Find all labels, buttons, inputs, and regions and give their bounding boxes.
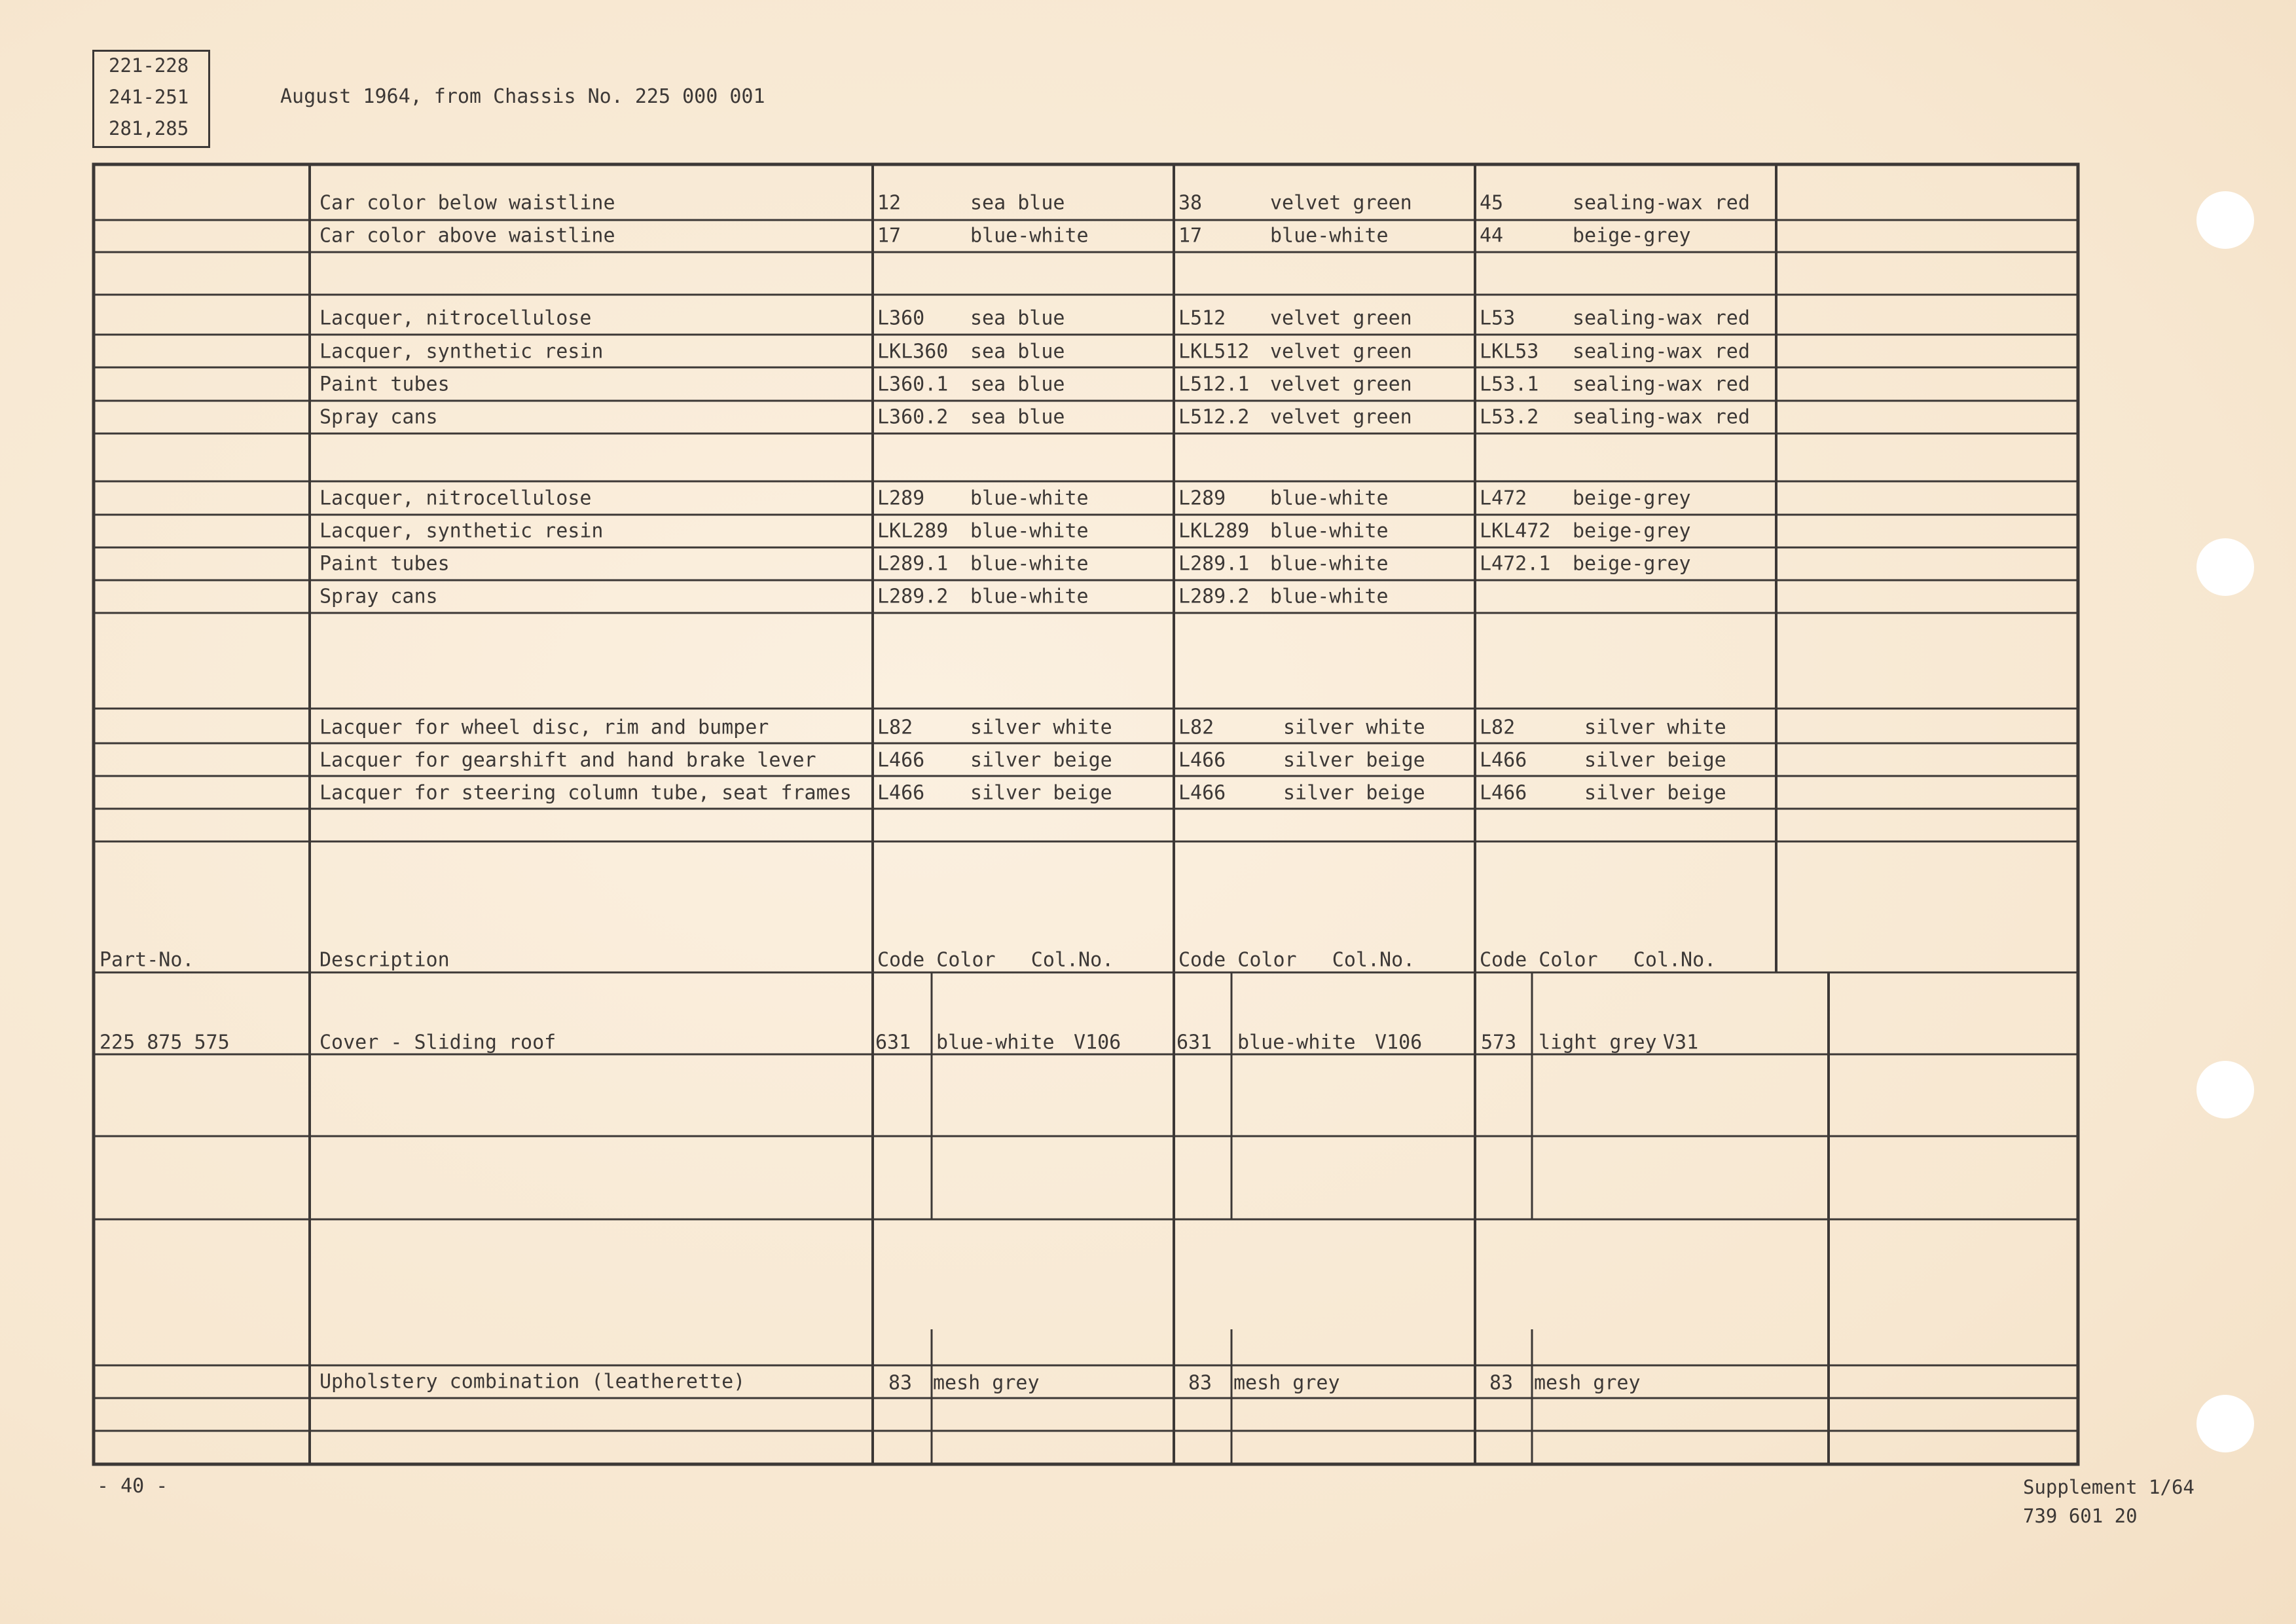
part-code: 83 (888, 1371, 913, 1395)
color-name: sealing-wax red (1573, 340, 1750, 363)
model-number: 241-251 (109, 86, 189, 108)
color-code: 45 (1480, 191, 1504, 215)
part-color: blue-white (1237, 1031, 1356, 1054)
color-name: velvet green (1270, 373, 1412, 396)
row-label: Lacquer, synthetic resin (319, 519, 604, 543)
color-name: beige-grey (1573, 519, 1691, 543)
color-name: blue-white (970, 487, 1089, 510)
part-code: 631 (875, 1031, 911, 1054)
color-code: L512.1 (1178, 373, 1250, 396)
color-name: blue-white (1270, 552, 1389, 576)
color-name: silver white (1584, 716, 1726, 739)
model-number: 221-228 (109, 54, 189, 77)
color-name: blue-white (970, 519, 1089, 543)
color-code: L512 (1178, 306, 1226, 330)
color-code: L53.1 (1480, 373, 1539, 396)
color-code: 17 (877, 224, 902, 248)
color-name: sea blue (970, 191, 1065, 215)
color-code: L53.2 (1480, 405, 1539, 429)
row-label: Lacquer, nitrocellulose (319, 487, 592, 510)
color-code: LKL512 (1178, 340, 1250, 363)
column-header-code-color: Code Color Col.No. (877, 948, 1114, 972)
color-name: beige-grey (1573, 552, 1691, 576)
color-name: silver white (970, 716, 1112, 739)
part-code: 573 (1481, 1031, 1517, 1054)
column-header-code-color: Code Color Col.No. (1480, 948, 1717, 972)
color-name: silver white (1283, 716, 1425, 739)
part-color: mesh grey (933, 1371, 1040, 1395)
part-code: 83 (1188, 1371, 1212, 1395)
color-name: sealing-wax red (1573, 306, 1750, 330)
color-code: LKL472 (1480, 519, 1551, 543)
color-code: 44 (1480, 224, 1504, 248)
color-code: L289.1 (877, 552, 949, 576)
color-code: L82 (877, 716, 913, 739)
color-name: sea blue (970, 405, 1065, 429)
color-code: L289.2 (1178, 585, 1250, 608)
color-name: velvet green (1270, 191, 1412, 215)
row-label: Spray cans (319, 585, 438, 608)
color-name: silver beige (1283, 748, 1425, 772)
color-code: L466 (1178, 748, 1226, 772)
part-description: Cover - Sliding roof (319, 1031, 556, 1054)
document-number: 739 601 20 (2023, 1505, 2138, 1527)
column-header-description: Description (319, 948, 450, 972)
row-label: Lacquer, nitrocellulose (319, 306, 592, 330)
part-description: Upholstery combination (leatherette) (319, 1370, 746, 1393)
row-label: Car color above waistline (319, 224, 615, 248)
part-col-no: V106 (1375, 1031, 1423, 1054)
color-name: velvet green (1270, 306, 1412, 330)
color-name: velvet green (1270, 405, 1412, 429)
color-code: LKL360 (877, 340, 949, 363)
color-name: blue-white (1270, 224, 1389, 248)
column-header-part-no: Part-No. (100, 948, 194, 972)
color-code: L289 (877, 487, 925, 510)
color-name: sea blue (970, 306, 1065, 330)
color-code: L360 (877, 306, 925, 330)
color-code: L53 (1480, 306, 1516, 330)
color-name: blue-white (970, 224, 1089, 248)
row-label: Paint tubes (319, 552, 450, 576)
color-code: LKL289 (877, 519, 949, 543)
color-name: velvet green (1270, 340, 1412, 363)
part-code: 631 (1176, 1031, 1212, 1054)
color-code: L82 (1480, 716, 1516, 739)
color-code: 12 (877, 191, 902, 215)
part-color: blue-white (936, 1031, 1055, 1054)
color-code: L466 (1480, 781, 1527, 805)
color-name: blue-white (970, 552, 1089, 576)
color-code: L472 (1480, 487, 1527, 510)
color-code: L289.1 (1178, 552, 1250, 576)
part-number: 225 875 575 (100, 1031, 230, 1054)
color-name: sealing-wax red (1573, 405, 1750, 429)
color-name: silver beige (1283, 781, 1425, 805)
color-name: silver beige (970, 748, 1112, 772)
part-color: mesh grey (1534, 1371, 1641, 1395)
model-number: 281,285 (109, 117, 189, 139)
color-name: silver beige (1584, 781, 1726, 805)
color-code: LKL289 (1178, 519, 1250, 543)
color-code: L360.1 (877, 373, 949, 396)
row-label: Lacquer for steering column tube, seat frames (319, 781, 852, 805)
color-code: L466 (1178, 781, 1226, 805)
color-name: beige-grey (1573, 224, 1691, 248)
color-code: L472.1 (1480, 552, 1551, 576)
color-code: L360.2 (877, 405, 949, 429)
color-name: sealing-wax red (1573, 191, 1750, 215)
color-code: L466 (877, 781, 925, 805)
color-name: beige-grey (1573, 487, 1691, 510)
color-code: L289.2 (877, 585, 949, 608)
row-label: Lacquer for wheel disc, rim and bumper (319, 716, 769, 739)
part-col-no: V31 (1663, 1031, 1699, 1054)
supplement-label: Supplement 1/64 (2023, 1476, 2195, 1498)
color-name: silver beige (1584, 748, 1726, 772)
row-label: Spray cans (319, 405, 438, 429)
part-code: 83 (1489, 1371, 1514, 1395)
part-color: mesh grey (1233, 1371, 1340, 1395)
column-header-code-color: Code Color Col.No. (1178, 948, 1415, 972)
color-name: blue-white (970, 585, 1089, 608)
color-code: L466 (877, 748, 925, 772)
row-label: Lacquer, synthetic resin (319, 340, 604, 363)
color-code: 38 (1178, 191, 1203, 215)
color-name: sealing-wax red (1573, 373, 1750, 396)
color-code: L512.2 (1178, 405, 1250, 429)
color-code: L82 (1178, 716, 1214, 739)
color-name: blue-white (1270, 519, 1389, 543)
part-col-no: V106 (1074, 1031, 1121, 1054)
color-name: sea blue (970, 373, 1065, 396)
color-code: L289 (1178, 487, 1226, 510)
color-name: silver beige (970, 781, 1112, 805)
color-name: blue-white (1270, 487, 1389, 510)
color-code: L466 (1480, 748, 1527, 772)
color-name: blue-white (1270, 585, 1389, 608)
part-color: light grey (1539, 1031, 1657, 1054)
row-label: Car color below waistline (319, 191, 615, 215)
row-label: Paint tubes (319, 373, 450, 396)
color-name: sea blue (970, 340, 1065, 363)
row-label: Lacquer for gearshift and hand brake lever (319, 748, 816, 772)
color-code: 17 (1178, 224, 1203, 248)
date-chassis-title: August 1964, from Chassis No. 225 000 001 (280, 85, 765, 108)
page-number: - 40 - (97, 1475, 168, 1498)
color-code: LKL53 (1480, 340, 1539, 363)
